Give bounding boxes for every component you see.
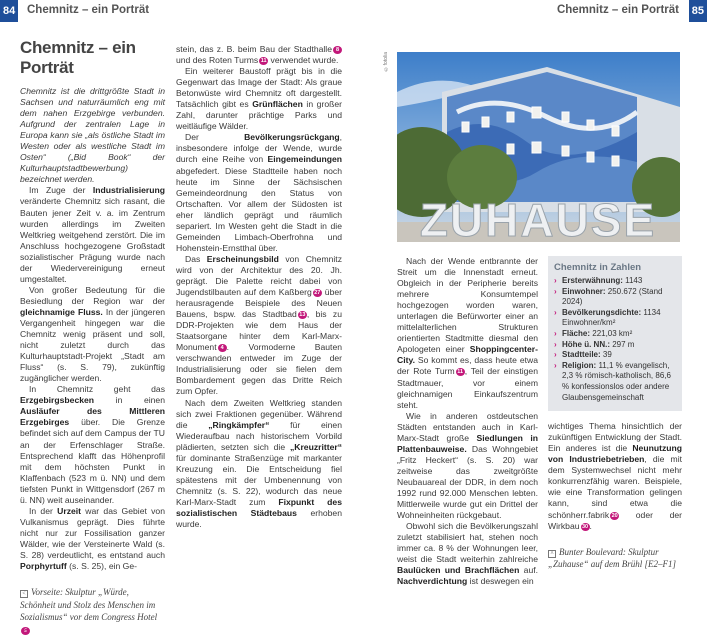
paragraph — [20, 506, 165, 572]
paragraph — [20, 285, 165, 384]
text-run: Wie in anderen ostdeutschen Städten entstanden auch in Karl-Marx-Stadt große — [397, 410, 538, 443]
map-badge: 20 — [611, 512, 618, 519]
paragraph — [397, 256, 538, 411]
map-badge: 8 — [333, 46, 342, 54]
item-value: 297 m — [610, 339, 635, 349]
bold-term: Fixpunkt des sozialistischen Städtebaus — [176, 496, 342, 518]
zuhause-sign: ZUHAUSE — [419, 194, 657, 242]
item-value: 1134 Einwohner/km² — [562, 307, 661, 328]
left-page-column — [20, 38, 165, 636]
text-run: auf. — [519, 565, 538, 576]
item-value: 1143 — [622, 276, 643, 285]
bold-term: „Ringkämpfer“ — [208, 419, 270, 430]
paragraph — [176, 66, 342, 132]
text-run: , die mit dem Systemwechsel nicht mehr konkurrenzfähig waren. Beispiele, wie eine Transformation gelingen kann, sind etwa die schönherr.fabrik — [548, 454, 682, 520]
right-right-text-column — [548, 421, 682, 531]
page-title: Chemnitz – ein Porträt — [20, 38, 136, 77]
map-badge: 30 — [581, 523, 589, 530]
chevron-right-icon: › — [554, 307, 557, 317]
text-run: In der — [29, 505, 58, 516]
text-run: von Chemnitz wird von der Architektur des 20. Jh. geprägt. Die Palette reicht dabei von Jugendstilbauten auf dem Kaßberg — [176, 253, 342, 298]
chevron-right-icon: › — [554, 360, 557, 370]
arrow-up-icon: ^ — [548, 550, 556, 558]
item-label: Höhe ü. NN.: — [562, 339, 610, 349]
running-title-left: Chemnitz – ein Porträt — [27, 4, 150, 16]
text-run: Von großer Bedeutung für die Besiedlung der Region war der — [20, 284, 165, 306]
bold-term: Bevölkerungsrückgang — [244, 132, 340, 143]
bold-term: Eingemeindungen — [267, 154, 342, 165]
bold-term: Nachverdichtung — [397, 576, 468, 587]
text-run: Der — [185, 132, 245, 143]
infobox-item — [554, 276, 676, 287]
middle-text-column — [176, 44, 342, 530]
bold-term: Ausläufer des Mittleren Erzgebirges — [20, 406, 165, 428]
paragraph — [20, 384, 165, 506]
bold-term: gleichnamige Fluss. — [20, 306, 103, 317]
text-run: Das — [185, 253, 207, 264]
text-run: stein, das z. B. beim Bau der Stadthalle — [176, 44, 332, 54]
paragraph — [548, 421, 682, 531]
chevron-right-icon: › — [554, 328, 557, 338]
caption-text: Bunter Boulevard: Skulptur „Zuhause“ auf dem Brühl [E2–F1] — [548, 546, 677, 570]
text-run: ist deswegen ein — [467, 576, 534, 587]
chevron-right-icon: › — [554, 350, 557, 360]
infobox-item — [554, 340, 676, 351]
right-right-page-column — [548, 256, 682, 571]
bold-term: Erscheinungsbild — [206, 253, 279, 264]
map-badge: 27 — [314, 290, 321, 297]
paragraph — [176, 44, 342, 66]
bold-term: Grünflächen — [252, 99, 303, 110]
text-run: Das Wohngebiet „Fritz Heckert“ (s. S. 20) war zeitweise das zweitgrößte Neubauareal der DDR, in dem noch 1992 rund 92.000 Menschen lebten. Mittlerweile wurde gut ein Drittel der Wohneinheiten rückgebaut. — [397, 443, 538, 521]
text-run: über herausragende Beispiele des Neuen Bauens, bspw. das Stadtbad — [176, 287, 342, 320]
chevron-right-icon: › — [554, 286, 557, 296]
paragraph — [397, 521, 538, 587]
paragraph — [176, 398, 342, 531]
infobox-item — [554, 287, 676, 308]
infobox-item — [554, 350, 676, 361]
text-run: verwendet wurde. — [268, 55, 339, 66]
text-run: Nach dem Zweiten Weltkrieg standen sich zwei Fraktionen gegenüber. Während die — [176, 397, 342, 430]
item-value: 221,03 km² — [590, 328, 633, 338]
bold-term: „Kreuzritter“ — [289, 441, 342, 452]
photo-illustration — [397, 52, 680, 242]
text-run: Ein weiterer Baustoff prägt bis in die Gegenwart das Image der Stadt: Als graue Betonwüste wird Chemnitz oft dargestellt. Tatsächlich gibt es — [176, 66, 342, 110]
item-label: Einwohner: — [562, 286, 606, 296]
text-run: erhoben wurde. — [176, 507, 342, 530]
text-run: in einen — [94, 395, 165, 406]
text-run: abgefedert. Diese Stadtteile haben noch heute im Sinne der Sächsischen Gemeindeordnung den Status von Ortschaften. Vor allem der Südosten ist eher ländlich geprägt und räumlich separiert. Im Westen geht die Stadt in die Gemeinden Limbach-Oberfrohna und Hohenstein-Ernstthal über. — [176, 165, 342, 253]
item-label: Religion: — [562, 360, 597, 370]
text-run: wichtiges Thema hinsichtlich der zukünftigen Entwicklung der Stadt. Ein anderes ist die — [548, 421, 682, 454]
text-run: In der jüngeren Vergangenheit hingegen war die Chemnitz wenig präsent und soll, nicht zuletzt durch das Kulturhauptstadt-Projekt „Stadt am Fluss“ (s. S. 79), zukünftig zugänglicher werden. — [20, 306, 166, 384]
arrow-left-icon: < — [20, 590, 28, 598]
infobox-item — [554, 361, 676, 403]
right-left-page-column — [397, 256, 538, 587]
text-run: oder der Wirkbau — [548, 509, 682, 531]
text-run: für dominante Straßenzüge mit markanter Kreuzung ein. Die Entscheidung fiel spätestens mit der Umbenennung von Chemnitz (s. S. 22), wodurch das neue Karl-Marx-Stadt zum — [176, 452, 342, 507]
text-run: , insbesondere infolge der Wende, wurde durch eine Reihe von — [176, 132, 342, 165]
text-run: Im Zuge der — [29, 185, 93, 196]
infobox-item — [554, 329, 676, 340]
map-badge: 11 — [457, 369, 464, 376]
paragraph — [20, 185, 165, 284]
text-run: Obwohl sich die Bevölkerungszahl zuletzt stabilisiert hat, stehen noch immer ca. 8 % der Wohnungen leer, weist die Stadt weiterhin zahlreiche — [397, 521, 538, 565]
chevron-right-icon: › — [554, 276, 557, 285]
map-badge: 13 — [299, 312, 306, 319]
bold-term: Porphyrtuff — [20, 561, 67, 572]
infobox-chemnitz-in-zahlen — [548, 256, 682, 411]
left-text-column — [20, 86, 165, 572]
item-value: 250.672 (Stand 2024) — [562, 286, 663, 307]
text-run: Nach der Wende entbrannte der Streit um die Innenstadt erneut. Obgleich in der Peripherie bereits mehrere Konsumtempel hochgezogen worden waren, unterlagen die Befürworter einer an mittelalterlichen Strukturen orientierten Stadtmitte diesmal den Apologeten einer — [397, 256, 538, 355]
text-run: , bis zu DDR-Projekten wie dem Haus der Staatsorgane hinter dem Karl-Marx-Monument — [176, 309, 342, 353]
bold-term: Neunutzung von Industriebetrieben — [548, 443, 682, 465]
right-left-text-column — [397, 256, 538, 587]
text-run: So kommt es, dass heute etwa der Rote Turm — [397, 355, 538, 377]
infobox-title: Chemnitz in Zahlen — [554, 262, 642, 273]
infobox-list — [554, 276, 676, 403]
caption-text: Vorseite: Skulptur „Würde, Schönheit und Stolz des Menschen im Sozialismus“ vor dem Congress Hotel — [20, 587, 158, 623]
text-run: veränderte Chemnitz sich rasant, die Bauten jener Zeit v. a. im Zentrum wurden allerdings im Zweiten Weltkrieg weitgehend zerstört. Die im Anschluss hochgezogene Großstadt sozialistischer Prägung wurde nach der Wiedervereinigung erneut umgestaltet. — [20, 196, 165, 284]
item-label: Fläche: — [562, 328, 591, 338]
paragraph — [397, 411, 538, 521]
text-run: Chemnitz ist die drittgrößte Stadt in Sachsen und naturräumlich eng mit dem nahen Erzgebirge verbunden. Aufgrund der zentralen Lage in Europa kann sie „als östliche Stadt im Westen oder als westliche Stadt im Osten“ („Bid Book“ der Kulturhauptstadtbewerbung) bezeichnet werden. — [20, 86, 165, 185]
text-run: war das Gebiet von Vulkanismus geprägt. Dies führte nicht nur zur Fossilisation ganzer Wälder, wie der Versteinerte Wald (s. S. 28) verdeutlicht, es entstand auch — [20, 505, 165, 560]
map-badge: 4 — [218, 344, 227, 352]
infobox-item — [554, 308, 676, 329]
right-caption — [548, 546, 682, 571]
running-title-right: Chemnitz – ein Porträt — [556, 4, 679, 16]
item-value: 11,1 % evangelisch, 2,3 % römisch-katholisch, 86,6 % konfessionslos oder andere Glaubensgemeinschaft — [562, 360, 671, 402]
page-number-right: 85 — [689, 0, 707, 22]
map-badge: 11 — [260, 58, 267, 65]
text-run: in großer Zahl, darunter prächtige Parks und weitläufige Wälder. — [176, 99, 342, 132]
item-label: Bevölkerungsdichte: — [562, 307, 642, 317]
item-value: 39 — [600, 350, 612, 360]
photo-credit: ©fotolia — [383, 52, 389, 72]
text-run: . — [589, 520, 592, 531]
bold-term: Urzeit — [57, 505, 82, 516]
bold-term: Erzgebirgsbecken — [20, 395, 95, 406]
left-caption — [20, 586, 165, 636]
bold-term: Baulücken und Brachflächen — [397, 565, 520, 576]
text-run: über. Die Grenze befindet sich auf dem Campus der TU an der Erfenschlager Straße. Entsprechend klafft das Höhenprofil mit dem höchsten Punkt in Klaffenbach (523 m ü. NN) und dem tiefsten Punkt in Wittgensdorf (267 m ü. NN) weit auseinander. — [20, 417, 165, 505]
bold-term: Siedlungen in Plattenbauweise. — [397, 432, 539, 454]
page-number-left: 84 — [0, 0, 18, 22]
map-badge: 5 — [21, 627, 30, 635]
item-label: Ersterwähnung: — [562, 276, 623, 285]
paragraph — [176, 132, 342, 254]
bold-term: Industrialisierung — [92, 185, 165, 196]
text-run: und des Roten Turms — [176, 55, 259, 66]
paragraph — [176, 254, 342, 398]
text-run: (s. S. 25), ein Ge- — [66, 561, 138, 572]
item-label: Stadtteile: — [562, 350, 601, 360]
photo-zuhause-sculpture — [397, 52, 680, 242]
middle-page-column — [176, 44, 342, 530]
text-run: . Vormoderne Bauten verschwanden entweder im Zuge der Industrialisierung oder sie fielen dem Bombardement gegen das Dritte Reich zum Opfer. — [176, 342, 342, 397]
text-run: In Chemnitz geht das — [29, 384, 165, 395]
paragraph — [20, 86, 165, 185]
text-run: für einen Wiederaufbau nach historischem Vorbild plädierten, setzten sich die — [176, 419, 342, 452]
chevron-right-icon: › — [554, 339, 557, 349]
text-run: , Teil der einstigen Stadtmauer, vor einem gleichnamigen Einkaufszentrum steht. — [397, 366, 538, 410]
bold-term: Shoppingcenter-City. — [397, 344, 538, 366]
